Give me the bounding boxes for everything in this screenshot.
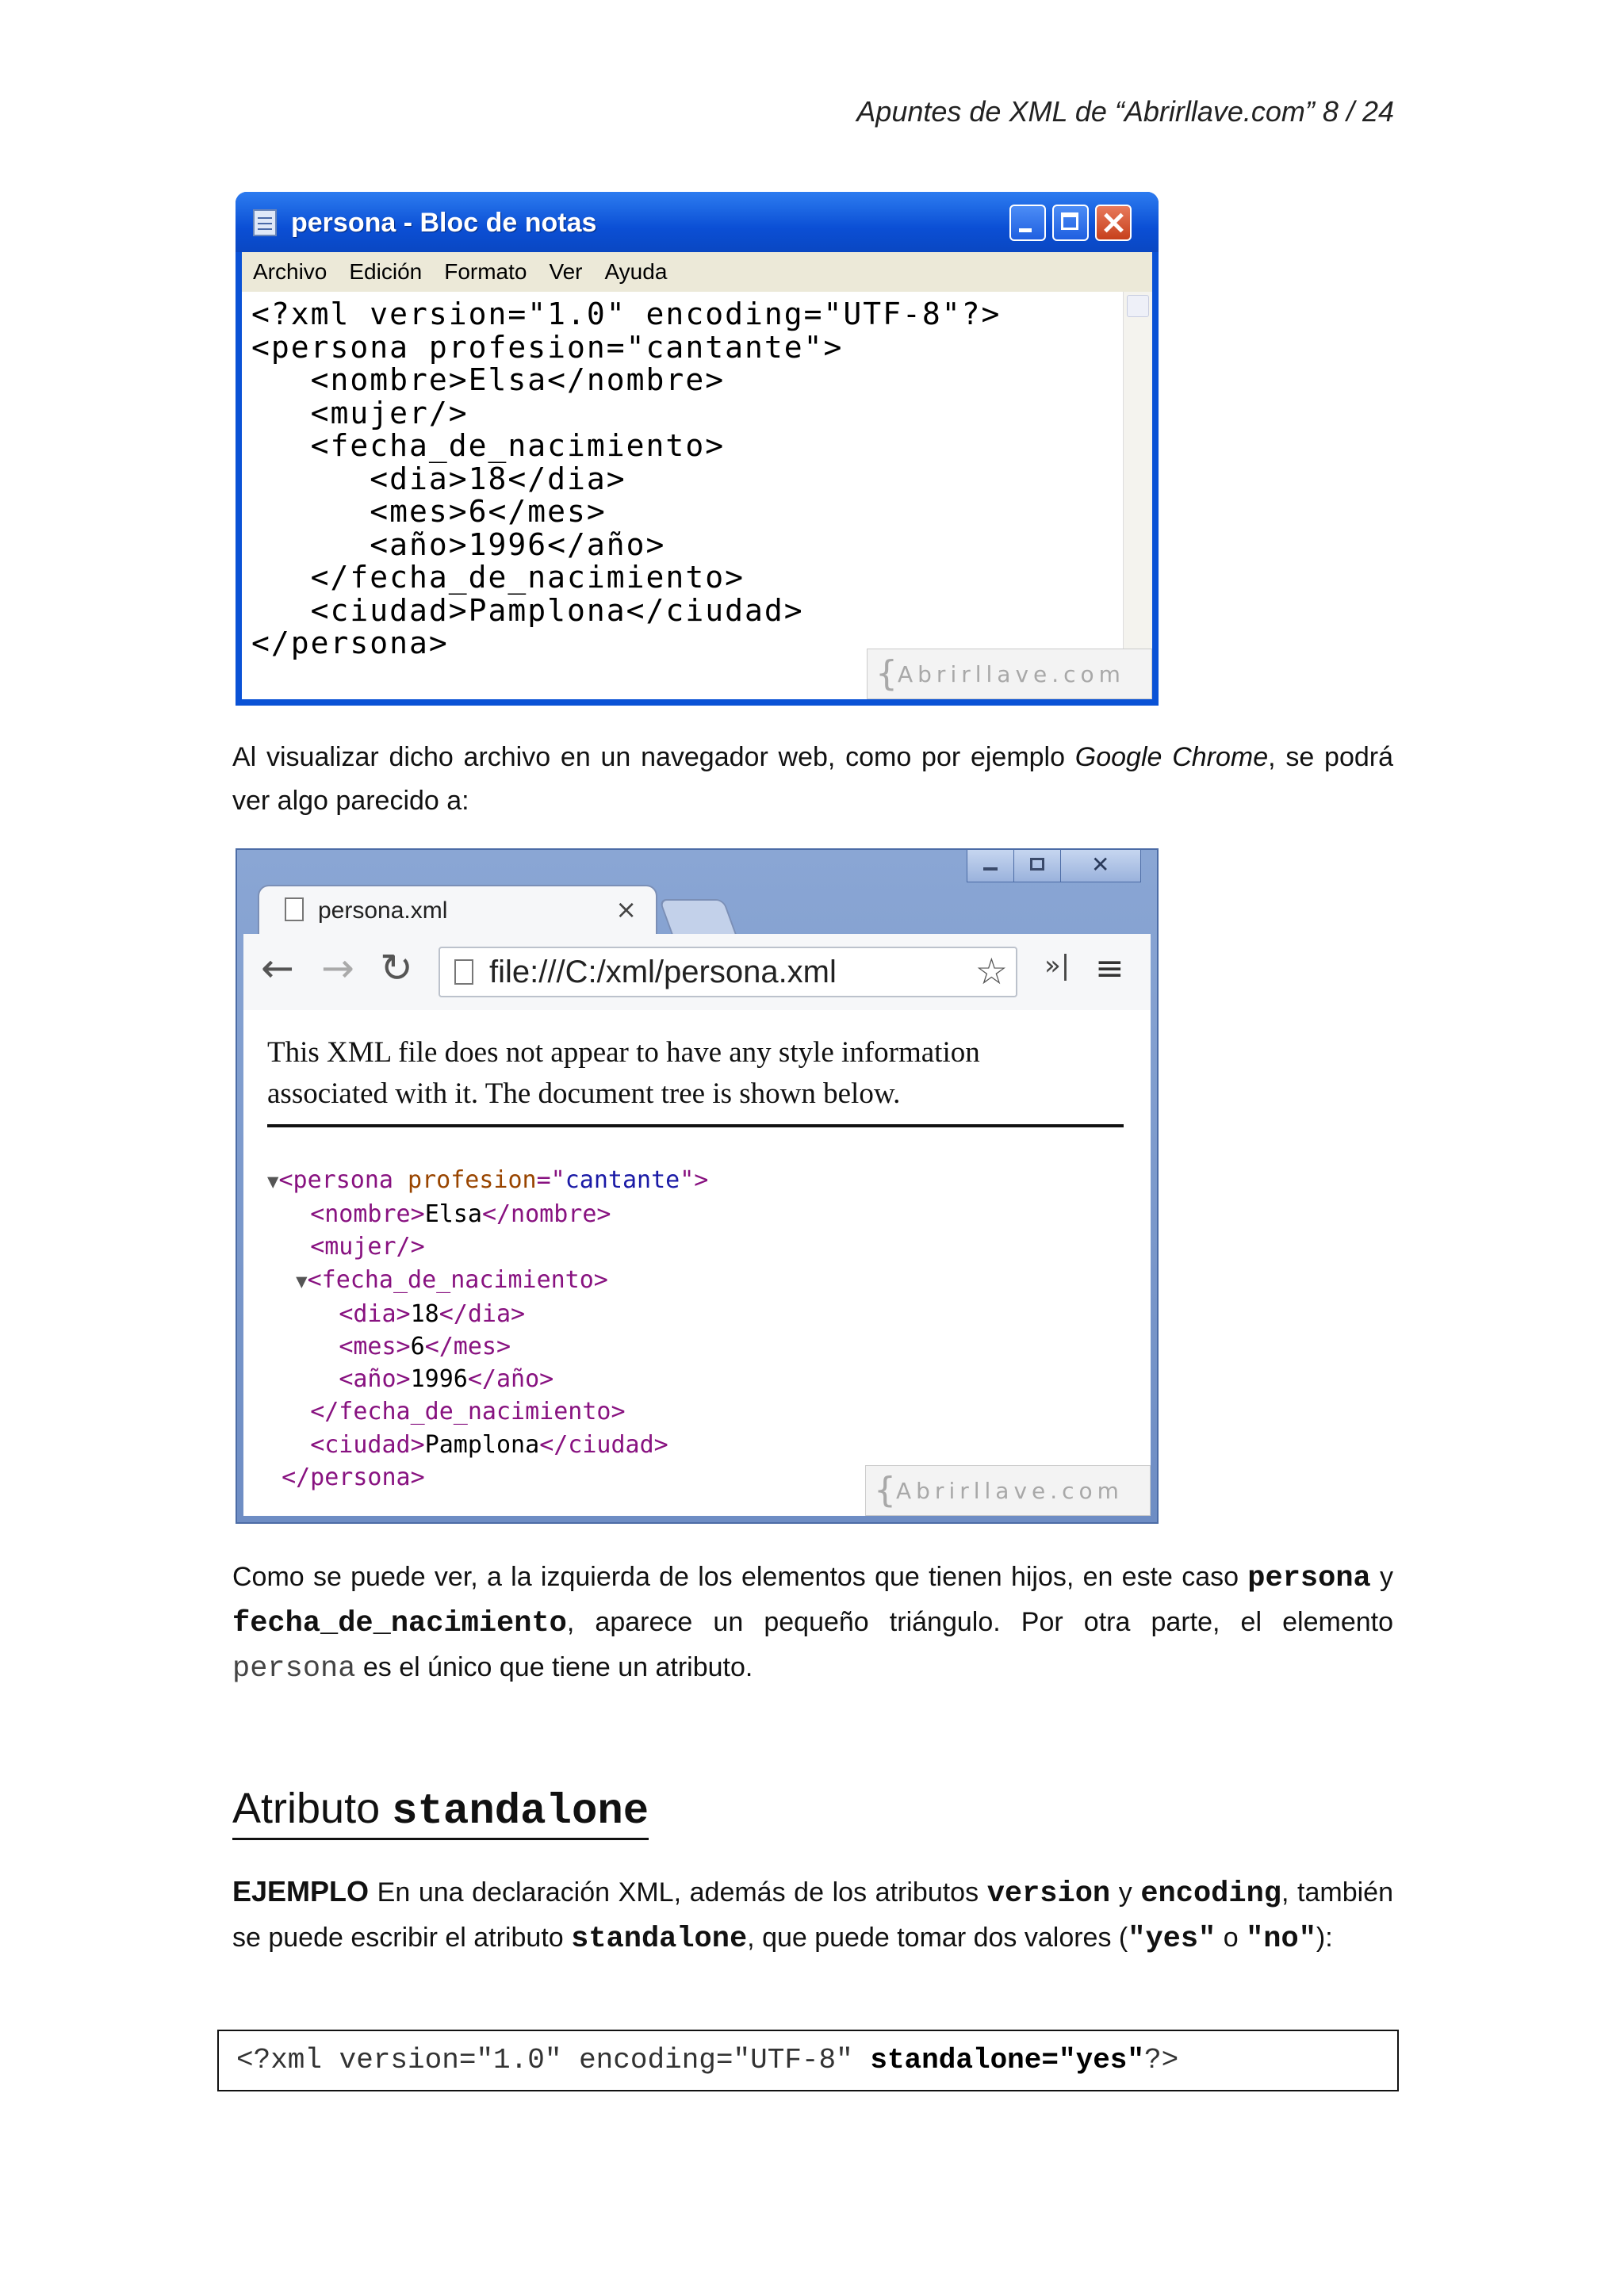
chrome-toolbar xyxy=(243,934,1151,1011)
menu-formato: Formato xyxy=(444,259,527,284)
para2-code-persona: persona xyxy=(1247,1562,1371,1595)
para1-text-b: , se podrá ver algo parecido a: xyxy=(232,742,1393,816)
collapse-triangle-icon: ▼ xyxy=(296,1269,308,1292)
chrome-page xyxy=(243,1010,1151,1516)
para3-code-version: version xyxy=(986,1877,1111,1911)
close-icon xyxy=(1060,850,1141,882)
paragraph-chrome-intro xyxy=(232,736,1393,823)
heading-text: Atributo xyxy=(232,1785,393,1832)
notepad-text-area xyxy=(242,292,1152,699)
tree-persona-open: <persona xyxy=(278,1166,393,1194)
para3-text-2: y xyxy=(1110,1877,1141,1908)
tree-anio-close: </año> xyxy=(467,1365,554,1394)
para1-google-chrome: Google Chrome xyxy=(1074,742,1269,772)
watermark-text: Abrirllave.com xyxy=(896,1478,1124,1504)
xml-declaration-codebox xyxy=(217,2030,1399,2091)
tab-title: persona.xml xyxy=(318,897,448,924)
maximize-icon xyxy=(1013,850,1061,882)
chrome-window xyxy=(236,848,1159,1524)
heading-code: standalone xyxy=(392,1788,649,1836)
tree-nombre-value: Elsa xyxy=(424,1200,482,1229)
notepad-scrollbar xyxy=(1123,292,1152,652)
file-icon xyxy=(454,959,473,985)
forward-arrow-icon: → xyxy=(321,945,354,991)
notepad-titlebar xyxy=(236,192,1159,252)
bookmark-star-icon: ☆ xyxy=(975,950,1008,993)
paragraph-standalone-example xyxy=(232,1869,1393,1961)
para3-text-1: En una declaración XML, además de los atributos xyxy=(369,1877,987,1908)
xml-tree xyxy=(267,1164,708,1494)
notepad-title: persona - Bloc de notas xyxy=(291,208,597,238)
para2-code-fecha: fecha_de_nacimiento xyxy=(232,1607,567,1640)
para2-text-4: es el único que tiene un atributo. xyxy=(355,1652,753,1682)
tree-mes-open: <mes> xyxy=(339,1333,411,1361)
para3-code-standalone: standalone xyxy=(571,1923,748,1956)
tree-ciudad-value: Pamplona xyxy=(424,1430,540,1459)
tree-anio-open: <año> xyxy=(339,1365,411,1394)
para3-text-3: , también se puede escribir el atributo xyxy=(232,1877,1393,1953)
new-tab-button xyxy=(659,899,737,936)
chrome-menu-icon: ≡ xyxy=(1095,948,1124,989)
tree-mes-value: 6 xyxy=(410,1333,425,1361)
tree-dia-value: 18 xyxy=(410,1299,439,1328)
para3-code-encoding: encoding xyxy=(1140,1877,1281,1911)
tree-dia-close: </dia> xyxy=(439,1299,526,1328)
para2-text-1: Como se puede ver, a la izquierda de los elementos que tienen hijos, en este caso xyxy=(232,1562,1248,1592)
menu-ver: Ver xyxy=(549,259,583,284)
xml-style-notice: This XML file does not appear to have any style information associated with it. The document tree is shown below. xyxy=(267,1036,980,1110)
para2-text-2: y xyxy=(1370,1562,1393,1592)
codebox-end: ?> xyxy=(1144,2044,1179,2076)
paragraph-triangle-explanation xyxy=(232,1556,1393,1691)
tree-attr-value: cantante xyxy=(565,1166,680,1194)
section-heading-standalone xyxy=(232,1784,649,1840)
back-arrow-icon: ← xyxy=(261,945,294,991)
para2-text-3: , aparece un pequeño triángulo. Por otra parte, el elemento xyxy=(566,1607,1393,1637)
para3-text-6: ): xyxy=(1316,1923,1333,1953)
tree-nombre-close: </nombre> xyxy=(481,1200,611,1229)
ejemplo-label: EJEMPLO xyxy=(232,1875,370,1908)
notepad-xml-code: <?xml version="1.0" encoding="UTF-8"?> <persona profesion="cantante"> <nombre>Elsa</nombre> <mujer/> <fecha_de_nacimiento> <dia>18</dia> <mes>6</mes> <año>1996</año> </fecha_de_nacimiento> <ciudad>Pamplona</ciudad> </persona> xyxy=(251,297,1002,660)
para3-code-no: "no" xyxy=(1246,1923,1316,1956)
watermark-logo: {Abrirllave.com xyxy=(867,649,1152,699)
collapse-triangle-icon: ▼ xyxy=(267,1170,279,1192)
notepad-menubar xyxy=(242,252,1152,292)
menu-archivo: Archivo xyxy=(253,259,327,284)
reload-icon: ↻ xyxy=(380,945,413,991)
tab-close-icon: × xyxy=(615,894,637,924)
tree-mes-close: </mes> xyxy=(424,1333,511,1361)
para3-text-5: o xyxy=(1216,1923,1247,1953)
menu-ayuda: Ayuda xyxy=(604,259,668,284)
header-page-number: 8 / 24 xyxy=(1322,95,1394,128)
close-icon xyxy=(1095,205,1132,241)
page-icon xyxy=(285,897,304,921)
address-url: file:///C:/xml/persona.xml xyxy=(489,955,837,989)
extensions-chevron-icon: »| xyxy=(1044,950,1071,982)
notepad-icon xyxy=(253,209,277,236)
watermark-text: Abrirllave.com xyxy=(898,661,1125,687)
tree-fecha-close: </fecha_de_nacimiento> xyxy=(310,1398,626,1426)
tree-attr-name: profesion xyxy=(408,1166,537,1194)
tree-dia-open: <dia> xyxy=(339,1299,411,1328)
tree-anio-value: 1996 xyxy=(410,1365,468,1394)
tree-persona-close: </persona> xyxy=(282,1463,425,1491)
tree-attr-eq: =" xyxy=(536,1166,565,1194)
chrome-tab xyxy=(258,885,657,936)
maximize-icon xyxy=(1052,205,1089,241)
notepad-window xyxy=(236,192,1159,706)
address-bar xyxy=(439,947,1017,997)
divider xyxy=(267,1124,1124,1127)
codebox-plain: <?xml version="1.0" encoding="UTF-8" xyxy=(236,2044,871,2076)
tree-mujer: <mujer/> xyxy=(310,1233,425,1261)
tree-ciudad-close: </ciudad> xyxy=(539,1430,668,1459)
codebox-standalone: standalone="yes" xyxy=(870,2044,1144,2076)
minimize-icon xyxy=(1009,205,1046,241)
tree-nombre-open: <nombre> xyxy=(310,1200,425,1229)
tree-attr-close: "> xyxy=(680,1166,709,1194)
watermark-logo: {Abrirllave.com xyxy=(865,1465,1151,1516)
chrome-window-controls xyxy=(967,850,1141,885)
para3-code-yes: "yes" xyxy=(1128,1923,1216,1956)
header-title: Apuntes de XML de “Abrirllave.com” xyxy=(856,95,1315,128)
page-header xyxy=(856,95,1394,128)
para2-code-persona-2: persona xyxy=(232,1652,356,1686)
para1-text-a: Al visualizar dicho archivo en un navegador web, como por ejemplo xyxy=(232,742,1075,772)
menu-edicion: Edición xyxy=(349,259,423,284)
tree-fecha-open: <fecha_de_nacimiento> xyxy=(307,1265,608,1294)
tree-ciudad-open: <ciudad> xyxy=(310,1430,425,1459)
para3-text-4: , que puede tomar dos valores ( xyxy=(747,1923,1128,1953)
minimize-icon xyxy=(967,850,1014,882)
